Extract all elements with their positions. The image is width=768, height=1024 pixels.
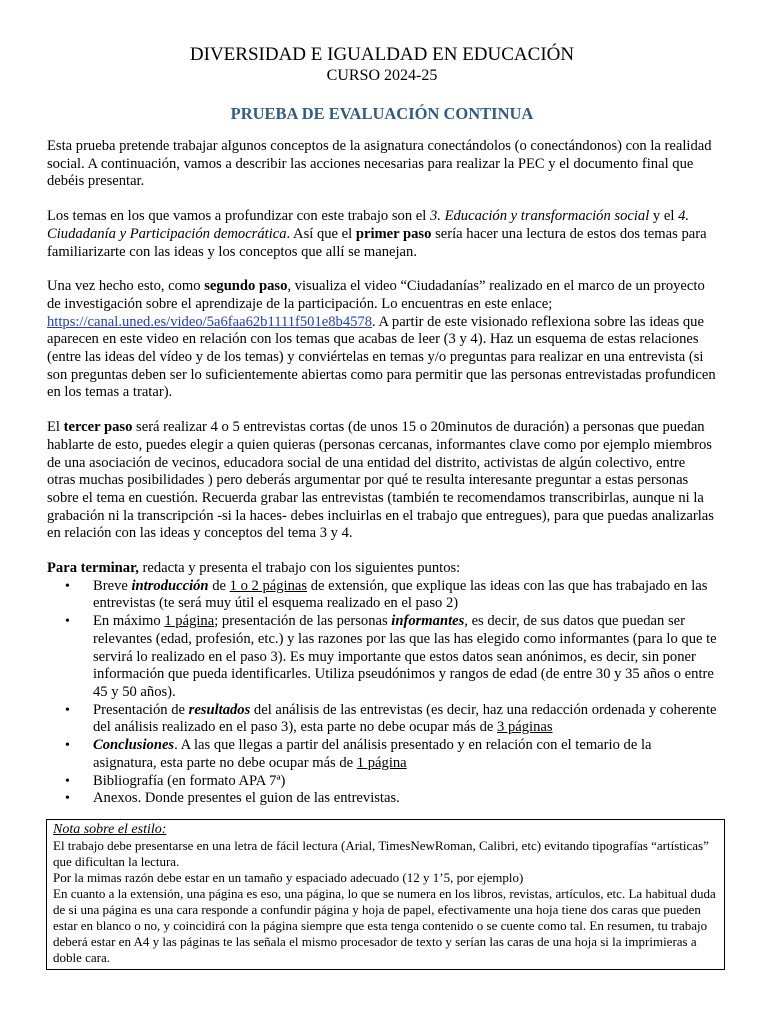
item-text: Presentación de xyxy=(93,701,189,718)
list-item xyxy=(47,790,717,808)
item-text: En máximo xyxy=(93,613,165,630)
finish-lead: Para terminar, xyxy=(47,560,139,577)
list-item xyxy=(47,702,717,737)
topics-text-a: Los temas en los que vamos a profundizar con este trabajo son el xyxy=(47,208,430,225)
style-note-title: Nota sobre el estilo: xyxy=(53,822,167,837)
topics-text-c: . Así que el xyxy=(286,225,356,242)
item-text: Anexos. Donde presentes el guion de las entrevistas. xyxy=(93,790,400,807)
page-limit: 1 o 2 páginas xyxy=(229,577,308,594)
finish-paragraph xyxy=(47,560,717,578)
page-limit: 1 página xyxy=(164,613,215,630)
topics-text-b: y el xyxy=(649,208,679,225)
bullet-icon: • xyxy=(65,773,70,789)
conclusions-label: Conclusiones xyxy=(93,737,175,754)
topic-4: 4. Ciudadanía y Participación democrática xyxy=(47,208,690,242)
intro-paragraph: Esta prueba pretende trabajar algunos conceptos de la asignatura conectándolos (o conectándonos) con la realidad social. A continuación, vamos a describir las acciones necesarias para realizar la PEC y el documento final que debéis presentar. xyxy=(47,138,712,190)
list-item xyxy=(47,578,717,613)
style-note-line: En cuanto a la extensión, una página es eso, una página, lo que se numera en los libros, revistas, artículos, etc. La habitual duda de si una página es una cara responde a confundir página y hoja de papel, efectivamente una hoja tiene dos caras que pueden estar en blanco o no, y coincidirá con la página siempre que esta tenga contenido o se cuente como tal. En resumen, tu trabajo deberá estar en A4 y las páginas te las señala el mismo procesador de texto y serían las caras de una hoja si la imprimieras a doble cara. xyxy=(53,886,716,965)
bullet-icon: • xyxy=(65,791,70,807)
page-limit: 1 página xyxy=(356,754,407,771)
interviews-text-a: El xyxy=(47,419,64,436)
second-step-label: segundo paso xyxy=(204,278,288,295)
document-title: DIVERSIDAD E IGUALDAD EN EDUCACIÓN xyxy=(189,44,575,65)
bullet-icon: • xyxy=(65,614,70,630)
style-note-box xyxy=(46,819,725,970)
third-step-label: tercer paso xyxy=(63,419,133,436)
course-label: CURSO 2024-25 xyxy=(326,67,438,84)
list-item xyxy=(47,737,717,772)
video-text-a: Una vez hecho esto, como xyxy=(47,278,205,295)
item-text: Breve xyxy=(93,577,132,594)
results-label: resultados xyxy=(188,701,251,718)
list-item xyxy=(47,613,717,702)
introduction-label: introducción xyxy=(131,577,209,594)
item-text: de extensión, que explique las ideas con las que has trabajado en las entrevistas (te será muy útil el esquema realizado en el paso 2) xyxy=(93,577,708,612)
bullet-icon: • xyxy=(65,702,70,718)
list-item xyxy=(47,773,717,791)
document-page xyxy=(47,44,717,808)
item-text: Bibliografía (en formato APA 7ª) xyxy=(93,772,286,789)
item-text: del análisis de las entrevistas (es decir, haz una redacción ordenada y coherente del análisis realizado en el paso 3), esta parte no debe ocupar más de xyxy=(93,701,717,736)
topics-text-d: sería hacer una lectura de estos dos temas para familiarizarte con las ideas y los conceptos que allí se manejan. xyxy=(47,225,707,260)
interviews-paragraph xyxy=(47,419,717,543)
deliverables-list xyxy=(47,578,717,808)
bullet-icon: • xyxy=(65,738,70,754)
video-link[interactable]: https://canal.uned.es/video/5a6faa62b1111f501e8b4578 xyxy=(47,313,373,330)
item-text: , es decir, de sus datos que puedan ser relevantes (edad, profesión, etc.) y las razones por las que las has elegido como informantes (para lo que te servirá lo realizado en el paso 3). Es muy importante que estos datos sean anónimos, es decir, sin poner información que pueda identificarles. Utiliza pseudónimos y rangos de edad (de entre 30 y 35 años o entre 45 y 50 años). xyxy=(93,613,717,700)
video-paragraph xyxy=(47,278,717,402)
page-limit: 3 páginas xyxy=(497,719,553,736)
topics-paragraph xyxy=(47,208,717,261)
item-text: . A las que llegas a partir del análisis presentado y en relación con el temario de la asignatura, esta parte no debe ocupar más de xyxy=(93,737,652,771)
interviews-text-b: será realizar 4 o 5 entrevistas cortas (de unos 15 o 20minutos de duración) a personas que puedan hablarte de esto, puedes elegir a quien quieras (personas cercanas, informantes clave como por ejemplo miembros de una asociación de vecinos, educadora social de una entidad del distrito, activistas de algún colectivo, entre otras muchas posibilidades ) pero deberás argumentar por qué te resulta interesante preguntar a estas personas sobre el tema en cuestión. Recuerda grabar las entrevistas (también te recomendamos transcribirlas, aunque ni la grabación ni la transcripción -si la haces- debes incluirlas en el trabajo que entregues), para que puedas analizarlas en relación con las ideas y conceptos del tema 3 y 4. xyxy=(47,419,714,542)
topic-3: 3. Educación y transformación social xyxy=(429,208,650,225)
video-text-b: , visualiza el video “Ciudadanías” realizado en el marco de un proyecto de investigación sobre el aprendizaje de la participación. Lo encuentras en este enlace; xyxy=(47,278,705,312)
style-note-line: El trabajo debe presentarse en una letra de fácil lectura (Arial, TimesNewRoman, Calibri, etc) evitando tipografías “artísticas” que dificultan la lectura. xyxy=(53,838,709,869)
first-step-label: primer paso xyxy=(355,225,432,242)
bullet-icon: • xyxy=(65,578,70,594)
section-heading: PRUEBA DE EVALUACIÓN CONTINUA xyxy=(230,104,534,123)
style-note-line: Por la mimas razón debe estar en un tamaño y espaciado adecuado (12 y 1’5, por ejemplo) xyxy=(53,870,524,885)
finish-text: redacta y presenta el trabajo con los siguientes puntos: xyxy=(138,560,461,577)
informants-label: informantes xyxy=(391,613,465,630)
video-text-c: . A partir de este visionado reflexiona sobre las ideas que aparecen en este video en relación con los temas que acabas de leer (3 y 4). Haz un esquema de estas relaciones (entre las ideas del vídeo y de los temas) y conviértelas en temas y/o preguntas para realizar en una entrevista (si son preguntas deben ser lo suficientemente abiertas como para permitir que las personas entrevistadas profundicen en los temas a tratar). xyxy=(47,313,716,401)
item-text: ; presentación de las personas xyxy=(214,613,392,630)
item-text: de xyxy=(208,577,230,594)
